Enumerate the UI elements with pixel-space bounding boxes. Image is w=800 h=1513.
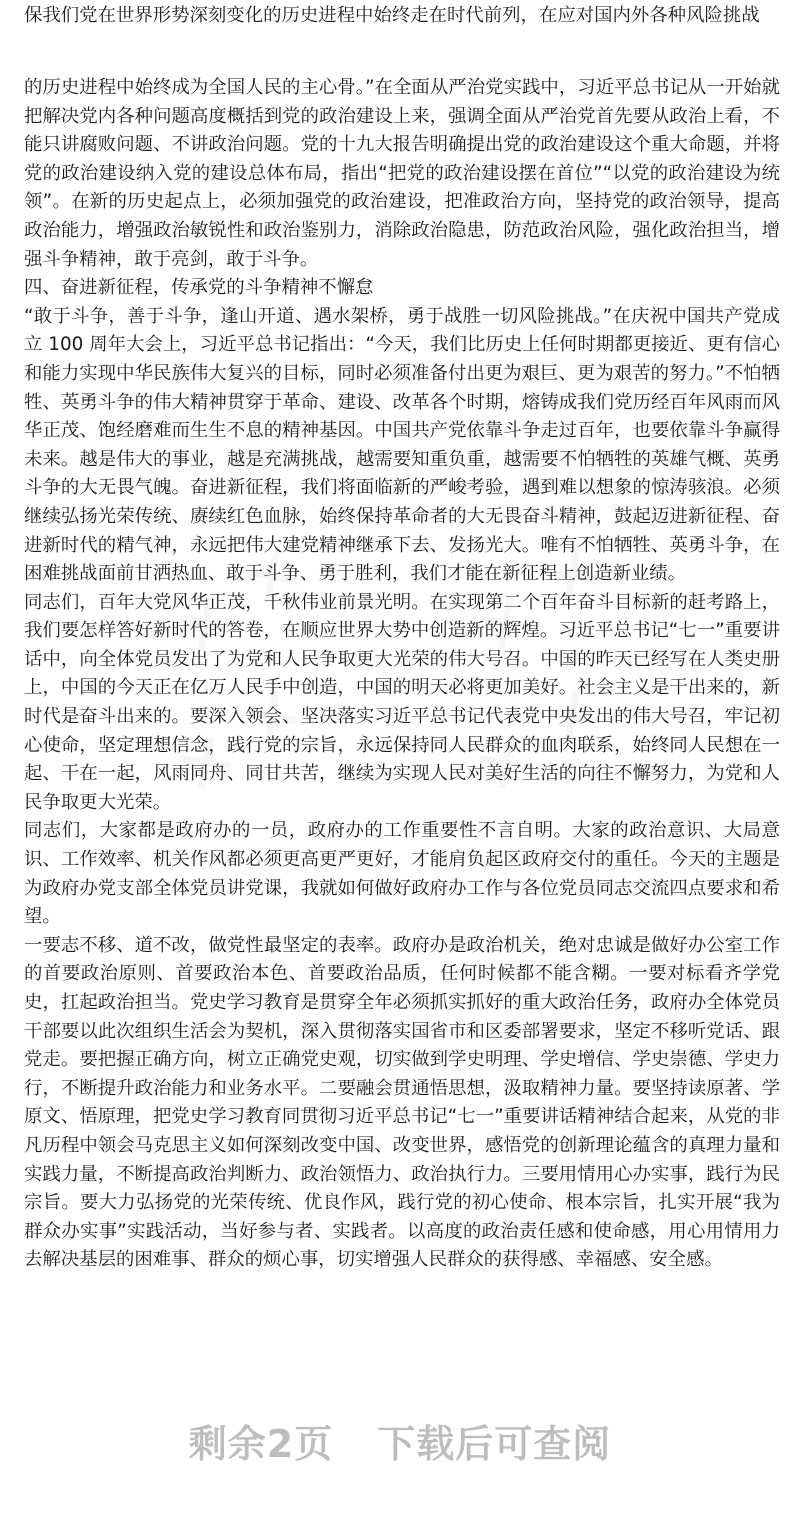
cut-off-top-line: 保我们党在世界形势深刻变化的历史进程中始终走在时代前列，在应对国内外各种风险挑战 bbox=[24, 5, 760, 26]
remaining-pages-label[interactable]: 剩余2页 bbox=[188, 1421, 334, 1466]
paragraph: 的历史进程中始终成为全国人民的主心骨。”在全面从严治党实践中，习近平总书记从一开始就把解决党内各种问题高度概括到党的政治建设上来，强调全面从严治党首先要从政治上看，不能只讲腐败问题、不讲政治问题。党的十九大报告明确提出党的政治建设这个重大命题，并将党的政治建设纳入党的建设总体布局，指出“把党的政治建设摆在首位”“以党的政治建设为统领”。在新的历史起点上，必须加强党的政治建设，把准政治方向，坚持党的政治领导，提高政治能力，增强政治敏锐性和政治鉴别力，消除政治隐患，防范政治风险，强化政治担当，增强斗争精神，敢于亮剑，敢于斗争。 bbox=[24, 77, 780, 270]
paragraph: “敢于斗争，善于斗争，逢山开道、遇水架桥，勇于战胜一切风险挑战。”在庆祝中国共产党成立 100 周年大会上，习近平总书记指出：“今天，我们比历史上任何时期都更接近、更有信心和能力实现中华民族伟大复兴的目标，同时必须准备付出更为艰巨、更为艰苦的努力。”不怕牺牲、英勇斗争的伟大精神贯穿于革命、建设、改革各个时期，熔铸成我们党历经百年风雨而风华正茂、饱经磨难而生生不息的精神基因。中国共产党依靠斗争走过百年，也要依靠斗争赢得未来。越是伟大的事业，越是充满挑战，越需要知重负重，越需要不怕牺牲的英雄气概、英勇斗争的大无畏气魄。奋进新征程，我们将面临新的严峻考验，遇到难以想象的惊涛骇浪。必须继续弘扬光荣传统、赓续红色血脉，始终保持革命者的大无畏奋斗精神，鼓起迈进新征程、奋进新时代的精气神，永远把伟大建党精神继承下去、发扬光大。唯有不怕牺牲、英勇斗争，在困难挑战面前甘洒热血、敢于斗争、勇于胜利，我们才能在新征程上创造新业绩。 bbox=[24, 305, 780, 585]
paragraph: 一要志不移、道不改，做党性最坚定的表率。政府办是政治机关，绝对忠诚是做好办公室工作的首要政治原则、首要政治本色、首要政治品质，任何时候都不能含糊。一要对标看齐学党史，扛起政治担当。党史学习教育是贯穿全年必须抓实抓好的重大政治任务，政府办全体党员干部要以此次组织生活会为契机，深入贯彻落实国省市和区委部署要求，坚定不移听党话、跟党走。要把握正确方向，树立正确党史观，切实做到学史明理、学史增信、学史崇德、学史力行，不断提升政治能力和业务水平。二要融会贯通悟思想，汲取精神力量。要坚持读原著、学原文、悟原理，把党史学习教育同贯彻习近平总书记“七一”重要讲话精神结合起来，从党的非凡历程中领会马克思主义如何深刻改变中国、改变世界，感悟党的创新理论蕴含的真理力量和实践力量，不断提高政治判断力、政治领悟力、政治执行力。三要用情用心办实事，践行为民宗旨。要大力弘扬党的光荣传统、优良作风，践行党的初心使命、根本宗旨，扎实开展“我为群众办实事”实践活动，当好参与者、实践者。以高度的政治责任感和使命感，用心用情用力去解决基层的困难事、群众的烦心事，切实增强人民群众的获得感、幸福感、安全感。 bbox=[24, 934, 780, 1271]
paragraph: 同志们，百年大党风华正茂，千秋伟业前景光明。在实现第二个百年奋斗目标新的赶考路上，我们要怎样答好新时代的答卷，在顺应世界大势中创造新的辉煌。习近平总书记“七一”重要讲话中，向全体党员发出了为党和人民争取更大光荣的伟大号召。中国的昨天已经写在人类史册上，中国的今天正在亿万人民手中创造，中国的明天必将更加美好。社会主义是干出来的，新时代是奋斗出来的。要深入领会、坚决落实习近平总书记代表党中央发出的伟大号召，牢记初心使命，坚定理想信念，践行党的宗旨，永远保持同人民群众的血肉联系，始终同人民想在一起、干在一起，风雨同舟、同甘共苦，继续为实现人民对美好生活的向往不懈努力，为党和人民争取更大光荣。 bbox=[24, 591, 780, 813]
paragraph: 同志们，大家都是政府办的一员，政府办的工作重要性不言自明。大家的政治意识、大局意识、工作效率、机关作风都必须更高更严更好，才能肩负起区政府交付的重任。今天的主题是为政府办党支部全体党员讲党课，我就如何做好政府办工作与各位党员同志交流四点要求和希望。 bbox=[24, 820, 780, 928]
document-body bbox=[24, 74, 780, 1275]
download-banner[interactable] bbox=[0, 1410, 800, 1470]
download-hint-label[interactable]: 下载后可查阅 bbox=[377, 1421, 612, 1466]
section-heading: 四、奋进新征程，传承党的斗争精神不懈怠 bbox=[24, 277, 374, 299]
